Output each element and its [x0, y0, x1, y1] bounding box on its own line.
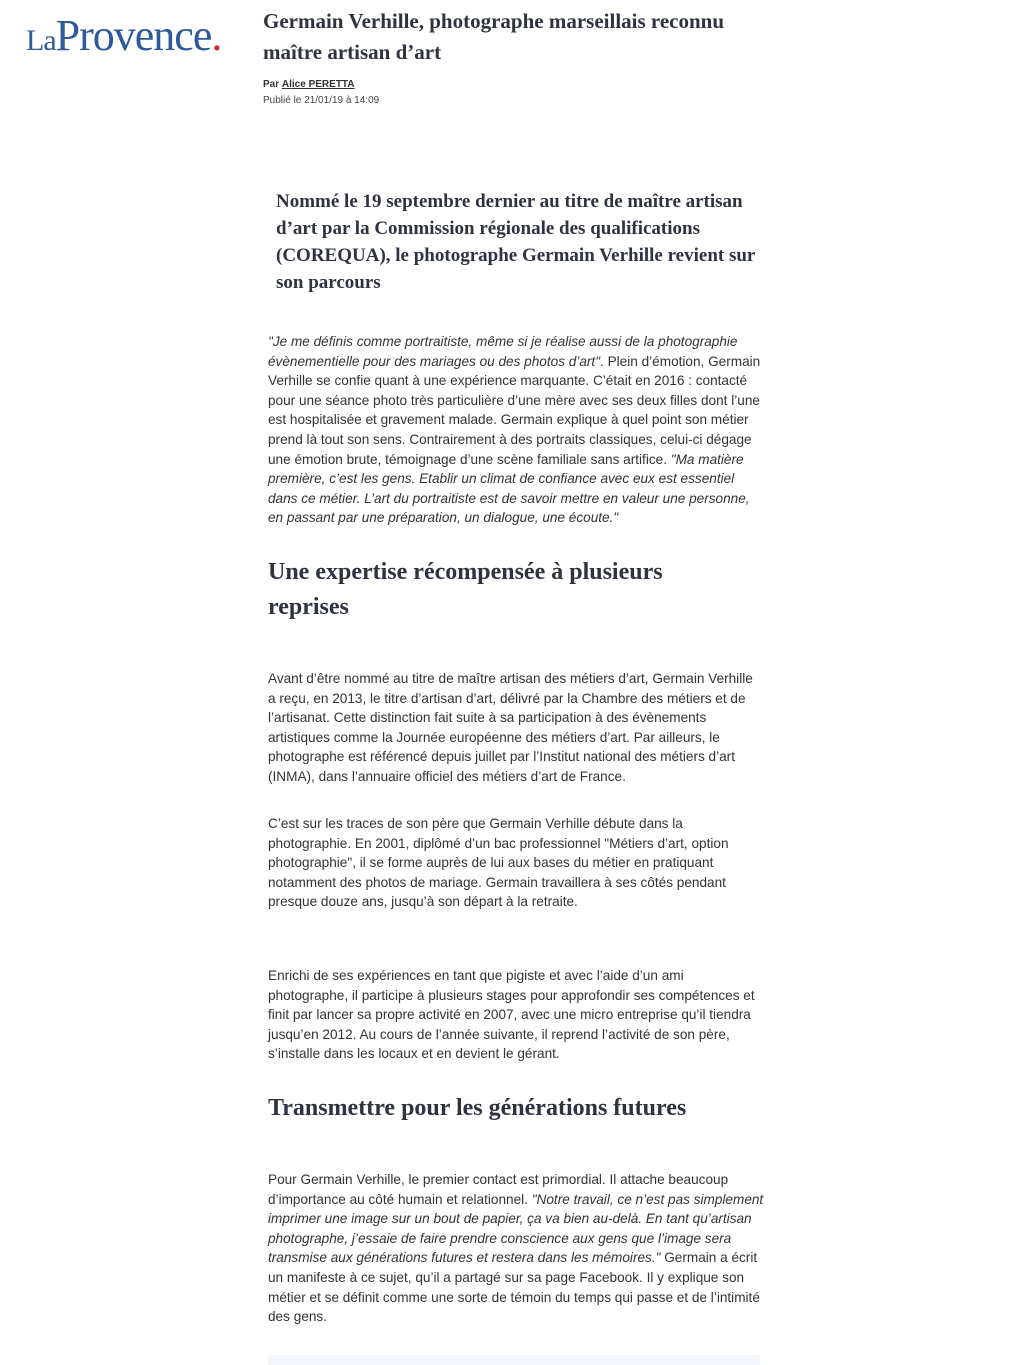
subheading-transmettre: Transmettre pour les générations futures — [268, 1095, 687, 1121]
byline — [263, 78, 355, 92]
paragraph-2: Avant d’être nommé au titre de maître artisan des métiers d’art, Germain Verhille a reçu, en 2013, le titre d’artisan d’art, délivré par la Chambre des métiers et de l’artisanat. Cette distinction fait suite à sa participation à des évènements artistiques comme la Journée européenne des métiers d’art. Par ailleurs, le photographe est référencé depuis juillet par l’Institut national des métiers d’art (INMA), dans l’annuaire officiel des métiers d’art de France. — [268, 671, 753, 784]
byline-label: Par — [263, 79, 280, 90]
author-link[interactable]: Alice PERETTA — [281, 79, 355, 90]
logo-red-dot: . — [211, 11, 222, 60]
publication-date: Publié le 21/01/19 à 14:09 — [263, 95, 380, 106]
article-title: Germain Verhille, photographe marseillais reconnu maître artisan d’art — [263, 9, 725, 64]
paragraph-1-text: . Plein d’émotion, Germain Verhille se confie quant à une expérience marquante. C’était en 2016 : contacté pour une séance photo très particulière d’une mère avec ses deux filles dont l’une est hospitalisée et gravement malade. Germain explique à quel point son métier prend là tout son sens. Contrairement à des portraits classiques, celui-ci dégage une émotion brute, témoignage d’une scène familiale sans artifice. — [268, 353, 761, 467]
logo-provence-text: Provence — [55, 11, 212, 60]
quote-1: "Je me définis comme portraitiste, même si je réalise aussi de la photographie évènementielle pour des mariages ou des photos d’art" — [268, 334, 738, 369]
logo-la-text: La — [26, 24, 56, 57]
paragraph-5-text-a: Pour Germain Verhille, le premier contact est primordial. Il attache beaucoup d’importance au côté humain et relationnel. — [268, 1172, 729, 1207]
paragraph-5 — [268, 1170, 764, 1327]
quote-2: "Ma matière première, c’est les gens. Etablir un climat de confiance avec eux est essentiel dans ce métier. L’art du portraitiste est de savoir mettre en valeur une personne, en passant par une préparation, un dialogue, une écoute." — [268, 451, 750, 526]
embedded-content-placeholder — [268, 1355, 760, 1365]
subheading-expertise: Une expertise récompensée à plusieurs reprises — [268, 559, 663, 620]
paragraph-3: C’est sur les traces de son père que Germain Verhille débute dans la photographie. En 2001, diplômé d’un bac professionnel "Métiers d’art, option photographie", il se forme auprès de lui aux bases du métier en pratiquant notamment des photos de mariage. Germain travaillera à ses côtés pendant presque douze ans, jusqu’à son départ à la retraite. — [268, 816, 729, 910]
la-provence-logo[interactable] — [26, 10, 221, 61]
paragraph-4: Enrichi de ses expériences en tant que pigiste et avec l’aide d’un ami photographe, il participe à plusieurs stages pour approfondir ses compétences et finit par lancer sa propre activité en 2007, avec une micro entreprise qu’il tiendra jusqu’en 2012. Au cours de l’année suivante, il reprend l’activité de son père, s’installe dans les locaux et en devient le gérant. — [268, 968, 755, 1062]
paragraph-1 — [268, 332, 764, 528]
paragraph-5-text-b: Germain a écrit un manifeste à ce sujet, qu’il a partagé sur sa page Facebook. Il y explique son métier et se définit comme une sorte de témoin du temps qui passe et de l’intimité des gens. — [268, 1250, 760, 1325]
article-lede: Nommé le 19 septembre dernier au titre de maître artisan d’art par la Commission régionale des qualifications (COREQUA), le photographe Germain Verhille revient sur son parcours — [276, 191, 756, 293]
quote-3: "Notre travail, ce n’est pas simplement imprimer une image sur un bout de papier, ça va bien au-delà. En tant qu’artisan photographe, j’essaie de faire prendre conscience aux gens que l’image sera transmise aux générations futures et restera dans les mémoires." — [268, 1191, 764, 1266]
